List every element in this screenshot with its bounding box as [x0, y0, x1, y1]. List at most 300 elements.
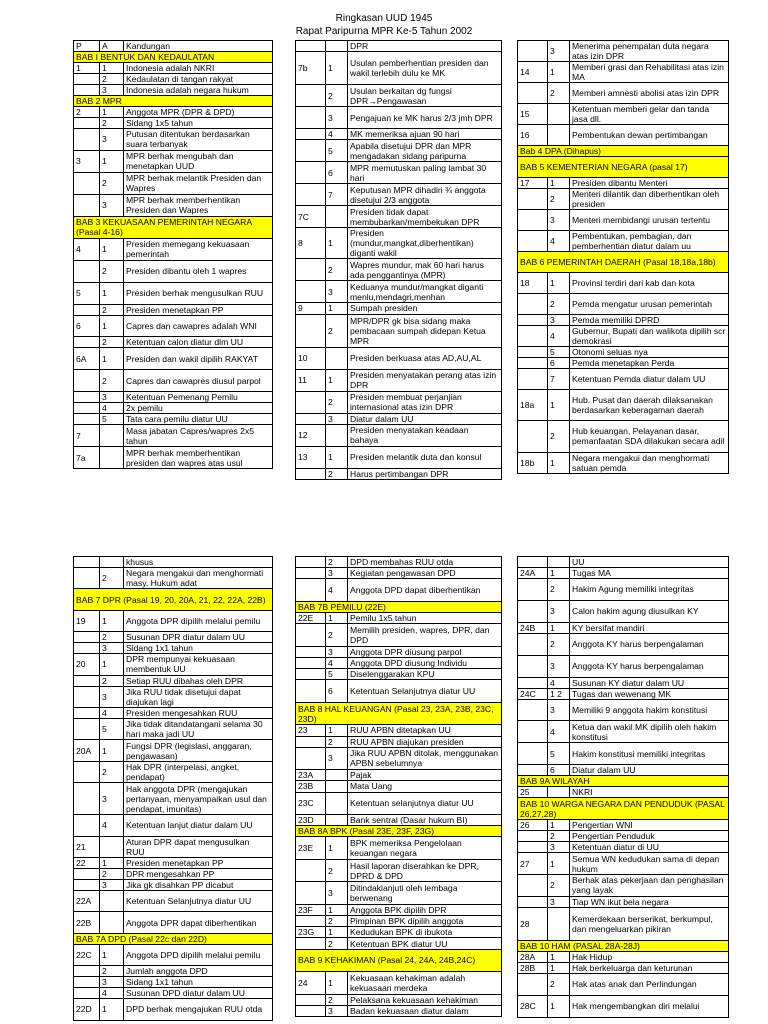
- section-heading-row: [518, 156, 729, 177]
- pasal-cell: 7a: [74, 447, 100, 469]
- content-cell: Tata cara pemilu diatur UU: [124, 414, 273, 425]
- table-row: [74, 890, 273, 911]
- ayat-cell: 1: [100, 999, 124, 1020]
- ayat-cell: 1: [548, 568, 570, 579]
- content-cell: Ditindaklanjuti oleh lembaga berwenang: [348, 882, 502, 904]
- pasal-cell: [518, 325, 548, 346]
- ayat-cell: 2: [326, 916, 348, 927]
- table-row: [296, 468, 502, 479]
- ayat-cell: 2: [100, 675, 124, 686]
- ayat-cell: 2: [548, 633, 570, 655]
- pasal-cell: [296, 41, 326, 52]
- content-cell: Keduanya mundur/mangkat diganti menlu,mendagri,menhan: [348, 281, 502, 303]
- table-row: [518, 62, 729, 83]
- pasal-cell: [518, 677, 548, 688]
- pasal-cell: [296, 281, 326, 303]
- ayat-cell: 3: [326, 281, 348, 303]
- table-row: [518, 765, 729, 776]
- content-cell: Anggota DPD dipilih melalui pemilu: [124, 944, 273, 965]
- ayat-cell: 3: [326, 882, 348, 904]
- content-cell: NKRI: [570, 787, 729, 798]
- content-cell: Badan kekuasaan diatur dalam: [348, 1005, 502, 1016]
- ayat-cell: 1: [100, 857, 124, 868]
- section-heading: BAB 7B PEMILU (22E): [296, 601, 502, 612]
- content-cell: Apabila disetujui DPR dan MPR mengadakan sidang paripurna: [348, 140, 502, 162]
- content-cell: Fungsi DPR (legislasi, anggaran, pengawasan): [124, 740, 273, 761]
- ayat-cell: 1: [548, 452, 570, 473]
- pasal-cell: 7b: [296, 52, 326, 85]
- pasal-cell: [74, 815, 100, 836]
- content-cell: DPD berhak mengajukan RUU otda: [124, 999, 273, 1020]
- pasal-cell: 28A: [518, 951, 548, 962]
- pasal-cell: 21: [74, 836, 100, 857]
- pasal-cell: [518, 655, 548, 677]
- table-row: [74, 74, 273, 85]
- content-cell: Capres dan cawapres adalah WNI: [124, 315, 273, 337]
- ayat-cell: 3: [548, 209, 570, 230]
- pasal-cell: [296, 680, 326, 702]
- content-cell: Ketua dan wakil MK dipilih oleh hakim konstitusi: [570, 721, 729, 743]
- ayat-cell: 3: [326, 413, 348, 424]
- pasal-cell: [518, 230, 548, 251]
- table-row: [518, 230, 729, 251]
- ayat-cell: 2: [100, 761, 124, 782]
- ayat-cell: 4: [100, 815, 124, 836]
- table-row: [296, 770, 502, 781]
- table-row: [296, 646, 502, 657]
- section-heading: BAB I BENTUK DAN KEDAULATAN: [74, 52, 273, 63]
- ayat-cell: 2: [100, 337, 124, 348]
- pasal-cell: [296, 413, 326, 424]
- ayat-cell: 1: [100, 348, 124, 370]
- pasal-cell: [74, 85, 100, 96]
- table-row: [74, 868, 273, 879]
- table-row: [296, 107, 502, 129]
- ayat-cell: 6: [326, 680, 348, 702]
- table-row: [296, 579, 502, 601]
- ayat-cell: [326, 781, 348, 792]
- ayat-cell: 1: [548, 820, 570, 831]
- pasal-cell: 6A: [74, 348, 100, 370]
- table-row: [74, 194, 273, 216]
- section-heading-row: [74, 589, 273, 610]
- table-row: [296, 259, 502, 281]
- content-cell: Jika gk disahkan PP dicabut: [124, 879, 273, 890]
- pasal-cell: [518, 842, 548, 853]
- section-heading-row: [518, 940, 729, 951]
- ayat-cell: 2: [100, 304, 124, 315]
- ayat-cell: 3: [100, 783, 124, 815]
- ayat-cell: 3: [100, 85, 124, 96]
- ayat-cell: [100, 890, 124, 911]
- table-row: [74, 414, 273, 425]
- table-row: [74, 966, 273, 977]
- pasal-cell: 28B: [518, 962, 548, 973]
- pasal-cell: 18: [518, 272, 548, 293]
- section-heading: BAB 7 DPR (Pasal 19, 20, 20A, 21, 22, 22A, 22B): [74, 589, 273, 610]
- content-cell: Anggota KY harus berpengalaman: [570, 655, 729, 677]
- table-row: [296, 228, 502, 259]
- pasal-cell: [74, 966, 100, 977]
- table-row: [518, 83, 729, 104]
- pasal-cell: 22B: [74, 912, 100, 933]
- table-row: [296, 568, 502, 579]
- pasal-cell: [74, 868, 100, 879]
- content-cell: Provinsi terdiri dari kab dan kota: [570, 272, 729, 293]
- content-cell: Sumpah presiden: [348, 303, 502, 314]
- pasal-cell: [518, 209, 548, 230]
- ayat-cell: 1 2: [548, 688, 570, 699]
- table-row: [74, 568, 273, 589]
- table-row: [518, 103, 729, 124]
- ayat-cell: 2: [326, 557, 348, 568]
- table-row: [518, 622, 729, 633]
- content-cell: Anggota MPR (DPR & DPD): [124, 107, 273, 118]
- ayat-cell: 6: [548, 357, 570, 368]
- ayat-cell: 1: [326, 613, 348, 624]
- ayat-cell: 5: [326, 140, 348, 162]
- pasal-cell: [296, 994, 326, 1005]
- content-cell: KY bersifat mandiri: [570, 622, 729, 633]
- content-cell: Tugas dan wewenang MK: [570, 688, 729, 699]
- ayat-cell: 1: [100, 944, 124, 965]
- content-cell: Pemda mengatur urusan pemerintah: [570, 293, 729, 314]
- ayat-cell: 3: [326, 107, 348, 129]
- pasal-cell: [518, 721, 548, 743]
- pasal-cell: [296, 1005, 326, 1016]
- table-row: [74, 815, 273, 836]
- content-cell: Presiden memegang kekuasaan pemerintah: [124, 238, 273, 260]
- table-row: [296, 657, 502, 668]
- table-row: [74, 783, 273, 815]
- table-row: [74, 107, 273, 118]
- pasal-cell: [296, 736, 326, 747]
- table-row: [74, 686, 273, 707]
- ayat-cell: 1: [326, 972, 348, 994]
- content-cell: Tiap WN ikut bela negara: [570, 896, 729, 907]
- section-heading-row: [296, 601, 502, 612]
- ayat-cell: 4: [326, 657, 348, 668]
- ayat-cell: 1: [548, 177, 570, 188]
- content-cell: Aturan DPR dapat mengusulkan RUU: [124, 836, 273, 857]
- content-cell: Hakim Agung memiliki integritas: [570, 579, 729, 601]
- content-cell: Susunan DPD diatur dalam UU: [124, 988, 273, 999]
- pasal-cell: [296, 85, 326, 107]
- ayat-cell: 1: [100, 654, 124, 675]
- table-row: [296, 938, 502, 949]
- table-row: [296, 916, 502, 927]
- pasal-cell: [74, 879, 100, 890]
- ayat-cell: 1: [326, 837, 348, 859]
- table-row: [518, 842, 729, 853]
- table-row: [74, 643, 273, 654]
- pasal-cell: 22: [74, 857, 100, 868]
- pasal-cell: [296, 184, 326, 206]
- table-row: [518, 188, 729, 209]
- content-cell: Usulan pemberhentian presiden dan wakil terlebih dulu ke MK: [348, 52, 502, 85]
- summary-table: [295, 556, 502, 1017]
- content-cell: Menerima penempatan duta negara atas izin DPR: [570, 41, 729, 62]
- table-row: [74, 836, 273, 857]
- content-cell: Pemilu 1x5 tahun: [348, 613, 502, 624]
- section-heading-row: [74, 216, 273, 238]
- table-row: [296, 904, 502, 915]
- content-cell: DPR mempunyai kekuasaan membentuk UU: [124, 654, 273, 675]
- content-cell: Kegiatan pengawasan DPD: [348, 568, 502, 579]
- content-cell: Anggota KY harus berpengalaman: [570, 633, 729, 655]
- pasal-cell: 25: [518, 787, 548, 798]
- content-cell: Ketentuan Selanjutnya diatur UU: [124, 890, 273, 911]
- ayat-cell: 3: [100, 643, 124, 654]
- table-row: [518, 875, 729, 897]
- table-row: [518, 688, 729, 699]
- pasal-cell: [296, 747, 326, 769]
- pasal-cell: [518, 188, 548, 209]
- pasal-cell: [74, 403, 100, 414]
- content-cell: Presiden menyatakan perang atas izin DPR: [348, 369, 502, 391]
- pasal-cell: 8: [296, 228, 326, 259]
- ayat-cell: 2: [100, 632, 124, 643]
- ayat-cell: [326, 347, 348, 369]
- pasal-cell: [518, 831, 548, 842]
- pasal-cell: [518, 579, 548, 601]
- ayat-cell: 1: [326, 725, 348, 736]
- ayat-cell: 1: [326, 904, 348, 915]
- content-cell: Pengertian WNI: [570, 820, 729, 831]
- content-cell: MPR/DPR gk bisa sidang maka pembacaan sumpah didepan Ketua MPR: [348, 314, 502, 347]
- content-cell: Presiden mengesahkan RUU: [124, 707, 273, 718]
- pasal-cell: [296, 938, 326, 949]
- content-cell: Ketentuan diatur di UU: [570, 842, 729, 853]
- ayat-cell: [326, 206, 348, 228]
- content-cell: Presiden menetapkan PP: [124, 304, 273, 315]
- pasal-cell: 23D: [296, 815, 326, 826]
- ayat-cell: 5: [100, 414, 124, 425]
- ayat-cell: 1: [100, 238, 124, 260]
- table-row: [518, 721, 729, 743]
- table-row: [74, 447, 273, 469]
- table-row: [74, 879, 273, 890]
- section-heading: BAB 8A BPK (Pasal 23E, 23F, 23G): [296, 826, 502, 837]
- content-cell: Presiden dibantu Menteri: [570, 177, 729, 188]
- content-cell: Pengajuan ke MK harus 2/3 jmh DPR: [348, 107, 502, 129]
- pasal-cell: [296, 314, 326, 347]
- table-row: [296, 162, 502, 184]
- table-row: [296, 837, 502, 859]
- pasal-cell: [74, 707, 100, 718]
- ayat-cell: 2: [100, 260, 124, 282]
- pasal-cell: [74, 718, 100, 739]
- content-cell: RUU APBN ditetapkan UU: [348, 725, 502, 736]
- pasal-cell: [296, 579, 326, 601]
- ayat-cell: [100, 447, 124, 469]
- content-cell: Hak Hidup: [570, 951, 729, 962]
- content-cell: Sidang 1x5 tahun: [124, 118, 273, 129]
- content-cell: MPR memutuskan paling lambat 30 hari: [348, 162, 502, 184]
- pasal-cell: [296, 391, 326, 413]
- table-row: [74, 425, 273, 447]
- table-row: [518, 896, 729, 907]
- ayat-cell: 2: [100, 868, 124, 879]
- pasal-cell: [518, 699, 548, 721]
- pasal-cell: 11: [296, 369, 326, 391]
- content-cell: Calon hakim agung diusulkan KY: [570, 600, 729, 622]
- ayat-cell: 2: [548, 188, 570, 209]
- ayat-cell: 4: [548, 721, 570, 743]
- ayat-cell: 1: [100, 63, 124, 74]
- pasal-cell: [74, 977, 100, 988]
- pasal-cell: 27: [518, 853, 548, 875]
- table-row: [74, 118, 273, 129]
- content-cell: Presiden tidak dapat membubarkan/membekukan DPR: [348, 206, 502, 228]
- pasal-cell: [296, 646, 326, 657]
- table-row: [74, 172, 273, 194]
- table-row: [74, 999, 273, 1020]
- ayat-cell: 3: [100, 977, 124, 988]
- table-row: [74, 610, 273, 631]
- pasal-cell: [74, 675, 100, 686]
- ayat-cell: [100, 425, 124, 447]
- table-row: [518, 568, 729, 579]
- content-cell: Kekuasaan kehakiman adalah kekuasaan merdeka: [348, 972, 502, 994]
- pasal-cell: 4: [74, 238, 100, 260]
- content-cell: Anggota DPD dapat diberhentikan: [348, 579, 502, 601]
- content-cell: Hak DPR (interpelasi, angket, pendapat): [124, 761, 273, 782]
- ayat-cell: 3: [100, 194, 124, 216]
- ayat-cell: 2: [326, 994, 348, 1005]
- content-cell: Presiden menyatakan keadaan bahaya: [348, 424, 502, 446]
- ayat-cell: [548, 557, 570, 568]
- table-row: [296, 206, 502, 228]
- content-cell: Anggota DPR diusung parpol: [348, 646, 502, 657]
- pasal-cell: 23F: [296, 904, 326, 915]
- ayat-cell: [100, 557, 124, 568]
- ayat-cell: 1: [548, 951, 570, 962]
- content-cell: Presiden dan wakil dipilih RAKYAT: [124, 348, 273, 370]
- table-row: [74, 315, 273, 337]
- table-row: [296, 725, 502, 736]
- table-row: [518, 633, 729, 655]
- content-cell: Negara mengakui dan menghormati masy. Hukum adat: [124, 568, 273, 589]
- content-cell: Susunan DPR diatur dalam UU: [124, 632, 273, 643]
- pasal-cell: 12: [296, 424, 326, 446]
- table-row: [518, 293, 729, 314]
- document-title: Ringkasan UUD 1945: [335, 13, 433, 24]
- pasal-cell: 17: [518, 177, 548, 188]
- content-cell: Negara mengakui dan menghormati satuan pemda: [570, 452, 729, 473]
- content-cell: Keputusan MPR dihadiri ¾ anggota disetujui 2/3 anggota: [348, 184, 502, 206]
- table-row: [296, 680, 502, 702]
- content-cell: Putusan ditentukan berdasarkan suara terbanyak: [124, 129, 273, 151]
- content-cell: Indonesia adalah negara hukum: [124, 85, 273, 96]
- pasal-cell: [74, 988, 100, 999]
- content-cell: Semua WN kedudukan sama di depan hukum: [570, 853, 729, 875]
- content-cell: MK memeriksa ajuan 90 hari: [348, 129, 502, 140]
- pasal-cell: [296, 557, 326, 568]
- content-cell: Memilih presiden, wapres, DPR, dan DPD: [348, 624, 502, 646]
- table-row: [518, 907, 729, 940]
- table-row: [518, 995, 729, 1017]
- pasal-cell: [296, 129, 326, 140]
- table-row: [74, 150, 273, 172]
- ayat-cell: 2: [326, 259, 348, 281]
- table-row: [518, 346, 729, 357]
- ayat-cell: 3: [326, 747, 348, 769]
- ayat-cell: 3: [100, 686, 124, 707]
- ayat-cell: 3: [548, 314, 570, 325]
- content-cell: Setiap RUU dibahas oleh DPR: [124, 675, 273, 686]
- pasal-cell: [296, 916, 326, 927]
- content-cell: Jika RUU APBN ditolak, menggunakan APBN sebelumnya: [348, 747, 502, 769]
- table-row: [296, 184, 502, 206]
- pasal-cell: [74, 632, 100, 643]
- pasal-cell: 23E: [296, 837, 326, 859]
- ayat-cell: 4: [548, 230, 570, 251]
- table-row: [74, 282, 273, 304]
- table-row: [518, 579, 729, 601]
- ayat-cell: [548, 124, 570, 145]
- content-cell: Pelaksana kekuasaan kehakiman: [348, 994, 502, 1005]
- content-cell: Hak atas anak dan Perlindungan: [570, 973, 729, 995]
- pasal-cell: 22E: [296, 613, 326, 624]
- ayat-cell: 2: [326, 468, 348, 479]
- pasal-cell: [296, 140, 326, 162]
- content-cell: Jika RUU tidak disetujui dapat diajukan lagi: [124, 686, 273, 707]
- content-cell: Kemerdekaan berserikat, berkumpul, dan mengeluarkan pikiran: [570, 907, 729, 940]
- ayat-cell: 2: [548, 579, 570, 601]
- section-heading: BAB 10 WARGA NEGARA DAN PENDUDUK (PASAL 26,27,28): [518, 798, 729, 820]
- section-heading: BAB 2 MPR: [74, 96, 273, 107]
- table-row: [296, 41, 502, 52]
- pasal-cell: [518, 633, 548, 655]
- summary-table: [517, 556, 729, 1018]
- content-cell: Kedaulatan di tangan rakyat: [124, 74, 273, 85]
- table-row: [74, 632, 273, 643]
- ayat-cell: 2: [100, 370, 124, 392]
- pasal-cell: [296, 624, 326, 646]
- section-heading: BAB 5 KEMENTERIAN NEGARA (pasal 17): [518, 156, 729, 177]
- ayat-cell: [100, 836, 124, 857]
- table-row: [296, 347, 502, 369]
- pasal-cell: [74, 194, 100, 216]
- table-row: [74, 370, 273, 392]
- content-cell: DPR mengesahkan PP: [124, 868, 273, 879]
- content-cell: Otonomi seluas nya: [570, 346, 729, 357]
- content-cell: Ketentuan selanjutnya diatur UU: [348, 792, 502, 814]
- content-cell: Kedudukan BPK di ibukota: [348, 927, 502, 938]
- table-row: [518, 272, 729, 293]
- pasal-cell: [518, 368, 548, 389]
- section-heading: BAB 10 HAM (PASAL 28A-28J): [518, 940, 729, 951]
- pasal-cell: [74, 557, 100, 568]
- ayat-cell: 3: [548, 600, 570, 622]
- pasal-cell: 13: [296, 446, 326, 468]
- table-row: [518, 600, 729, 622]
- ayat-cell: 4: [548, 677, 570, 688]
- pasal-cell: [296, 259, 326, 281]
- pasal-cell: 16: [518, 124, 548, 145]
- table-row: [518, 357, 729, 368]
- pasal-cell: 7C: [296, 206, 326, 228]
- ayat-cell: 1: [326, 446, 348, 468]
- table-row: [296, 369, 502, 391]
- ayat-cell: 2: [326, 938, 348, 949]
- content-cell: DPR: [348, 41, 502, 52]
- pasal-cell: [518, 357, 548, 368]
- pasal-cell: 5: [74, 282, 100, 304]
- pasal-cell: [518, 314, 548, 325]
- table-row: [74, 392, 273, 403]
